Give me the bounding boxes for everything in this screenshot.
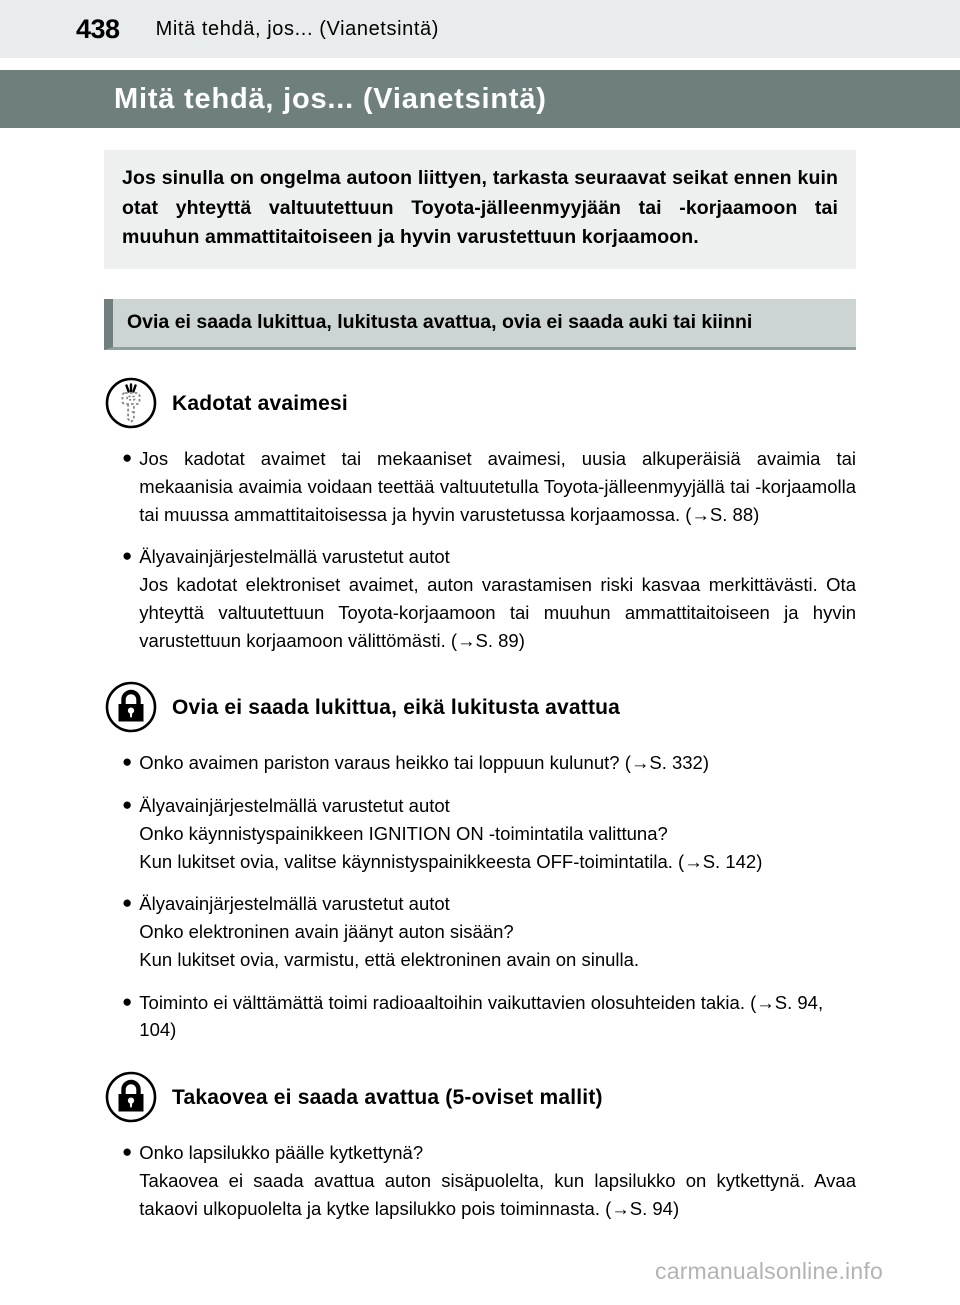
bullet-line: Kun lukitset ovia, varmistu, että elektroninen avain on sinulla. [139,948,640,970]
locked-padlock-icon [104,1070,158,1124]
topic-block-rear-door [104,1070,856,1222]
bullet-line: Älyavainjärjestelmällä varustetut autot [139,795,450,817]
bullet-line: Onko elektroninen avain jäänyt auton sisään? [139,921,514,943]
topic-heading-row [104,680,856,734]
bullet-item [104,445,856,528]
bullet-line: Onko käynnistyspainikkeen IGNITION ON -toimintatila valittuna? [139,822,668,844]
bullet-line: Älyavainjärjestelmällä varustetut autot [139,893,450,915]
bullet-body [139,890,856,973]
topic-block-doors-lock [104,680,856,1044]
bullet-dot-icon: ● [122,795,133,815]
page-number: 438 [76,13,120,44]
bullet-line: Onko avaimen pariston varaus heikko tai loppuun kulunut? (→S. 332) [139,752,709,774]
bullet-item [104,749,856,777]
bullet-dot-icon: ● [122,752,133,772]
topic-block-lost-keys [104,376,856,654]
running-header-title: Mitä tehdä, jos... (Vianetsintä) [155,18,439,40]
bullet-item [104,989,856,1045]
chapter-banner [0,70,960,128]
bullet-line: Takaovea ei saada avattua auton sisäpuolelta, kun lapsilukko on kytkettynä. Avaa takaovi ulkopuolelta ja kytke lapsilukko pois toiminnasta. (→S. 94) [139,1169,856,1219]
bullet-body [139,445,856,528]
locked-padlock-icon [104,680,158,734]
bullet-body [139,749,856,777]
section-header-title: Ovia ei saada lukittua, lukitusta avattua, ovia ei saada auki tai kiinni [127,310,753,333]
bullet-line: Jos kadotat elektroniset avaimet, auton varastamisen riski kasvaa merkittävästi. Ota yhteyttä valtuutettuun Toyota-korjaamoon tai muuhun ammattitaitoiseen ja hyvin varustettuun korjaamoon välittömästi. (→S. 89) [139,574,856,651]
bullet-dot-icon: ● [122,893,133,913]
bullet-dot-icon: ● [122,991,133,1011]
section-header-bar [104,299,856,350]
bullet-item [104,792,856,875]
bullet-line: Toiminto ei välttämättä toimi radioaaltoihin vaikuttavien olosuhteiden takia. (→S. 94, 104) [139,991,824,1041]
topic-title: Takaovea ei saada avattua (5-oviset mallit) [172,1085,603,1109]
bullet-line: Älyavainjärjestelmällä varustetut autot [139,546,450,568]
bullet-dot-icon: ● [122,546,133,566]
topic-title: Ovia ei saada lukittua, eikä lukitusta avattua [172,695,621,719]
bullet-body [139,543,856,654]
topic-heading-row [104,1070,856,1124]
page-content [104,150,856,1222]
bullet-dot-icon: ● [122,448,133,468]
bullet-body [139,989,856,1045]
topic-title: Kadotat avaimesi [172,391,348,415]
lost-key-icon [104,376,158,430]
bullet-item [104,543,856,654]
watermark-text: carmanualsonline.info [655,1258,883,1284]
topic-heading-row [104,376,856,430]
chapter-title: Mitä tehdä, jos... (Vianetsintä) [114,82,547,115]
bullet-line: Onko lapsilukko päälle kytkettynä? [139,1142,424,1164]
bullet-item [104,890,856,973]
intro-notice-box [104,150,856,269]
bullet-line: Jos kadotat avaimet tai mekaaniset avaimesi, uusia alkuperäisiä avaimia tai mekaanisia avaimia voidaan teettää valtuutetulla Toyota-jälleenmyyjällä tai -korjaamolla tai muussa ammattitaitoisessa ja hyvin varustetussa korjaamossa. (→S. 88) [139,448,856,525]
bullet-line: Kun lukitset ovia, valitse käynnistyspainikkeesta OFF-toimintatila. (→S. 142) [139,850,763,872]
bullet-dot-icon: ● [122,1142,133,1162]
intro-notice-text: Jos sinulla on ongelma autoon liittyen, tarkasta seuraavat seikat ennen kuin otat yhteyttä valtuutettuun Toyota-jälleenmyyjään tai -korjaamoon tai muuhun ammattitaitoiseen ja hyvin varustettuun korjaamoon. [122,167,838,249]
page-running-header [0,0,960,58]
bullet-item [104,1139,856,1222]
bullet-body [139,1139,856,1222]
bullet-body [139,792,856,875]
